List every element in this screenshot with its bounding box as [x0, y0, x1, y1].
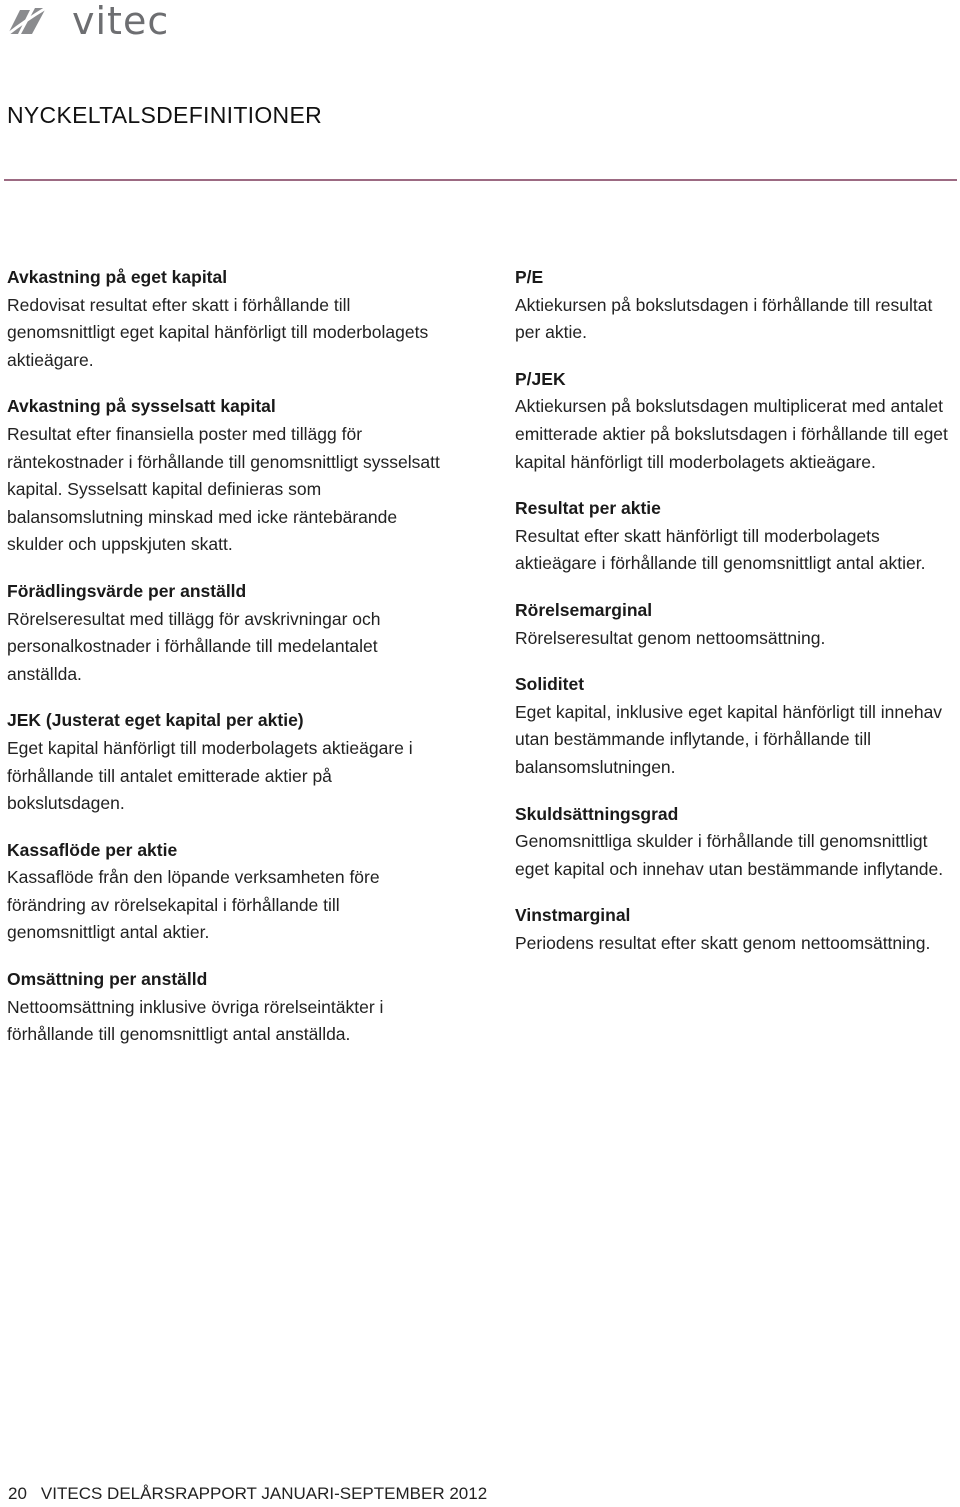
definition-term: Omsättning per anställd	[7, 969, 208, 990]
page-title: NYCKELTALSDEFINITIONER	[7, 102, 323, 128]
definition-item	[7, 837, 447, 947]
definition-item	[515, 264, 955, 347]
definition-term: P/E	[515, 267, 544, 287]
definition-term: Förädlingsvärde per anställd	[7, 580, 247, 601]
definition-term: Resultat per aktie	[515, 498, 661, 519]
definition-description: Aktiekursen på bokslutsdagen multiplicerat med antalet emitterade aktier på bokslutsdagen i förhållande till eget kapital hänförligt till moderbolagets aktieägare.	[515, 396, 948, 472]
definition-term: P/JEK	[515, 368, 566, 389]
definition-description: Genomsnittliga skulder i förhållande till genomsnittligt eget kapital och innehav utan bestämmande inflytande.	[515, 831, 944, 879]
svg-text:vitec: vitec	[72, 4, 170, 38]
vitec-logo-icon	[6, 4, 236, 38]
definition-item	[515, 495, 955, 578]
definition-description: Kassaflöde från den löpande verksamheten före förändring av rörelsekapital i förhållande till genomsnittligt antal aktier.	[7, 867, 380, 943]
definitions-right-column	[515, 264, 955, 976]
header-divider	[4, 179, 957, 181]
definition-term: JEK (Justerat eget kapital per aktie)	[7, 710, 304, 731]
definition-item	[7, 393, 447, 559]
definition-term: Kassaflöde per aktie	[7, 839, 178, 860]
definition-item	[7, 966, 447, 1049]
definition-item	[515, 902, 955, 957]
definition-description: Eget kapital hänförligt till moderbolagets aktieägare i förhållande till antalet emitterade aktier på bokslutsdagen.	[7, 737, 413, 814]
definition-description: Aktiekursen på bokslutsdagen i förhållande till resultat per aktie.	[515, 294, 933, 343]
page-number: 20	[8, 1484, 27, 1503]
definition-description: Resultat efter finansiella poster med tillägg för räntekostnader i förhållande till genomsnittligt sysselsatt kapital. Sysselsatt kapital definieras som balansomslutning minskad med icke räntebärande skulder och uppskjuten skatt.	[7, 423, 440, 555]
definition-item	[7, 707, 447, 817]
definition-description: Rörelseresultat genom nettoomsättning.	[515, 627, 826, 648]
definition-item	[515, 671, 955, 781]
definition-term: Rörelsemarginal	[515, 599, 653, 620]
definition-term: Avkastning på sysselsatt kapital	[7, 396, 276, 417]
definition-description: Redovisat resultat efter skatt i förhållande till genomsnittligt eget kapital hänförligt till moderbolagets aktieägare.	[7, 294, 429, 370]
page-footer	[8, 1484, 487, 1504]
definition-description: Eget kapital, inklusive eget kapital hänförligt till innehav utan bestämmande inflytande, i förhållande till balansomslutningen.	[515, 701, 943, 777]
definition-description: Periodens resultat efter skatt genom nettoomsättning.	[515, 932, 931, 953]
definition-term: Vinstmarginal	[515, 905, 631, 926]
definition-item	[515, 597, 955, 652]
definition-item	[515, 366, 955, 476]
definition-description: Rörelseresultat med tillägg för avskrivningar och personalkostnader i förhållande till medelantalet anställda.	[7, 608, 381, 684]
definitions-left-column	[7, 264, 447, 1068]
definition-description: Resultat efter skatt hänförligt till moderbolagets aktieägare i förhållande till genomsnittligt antal aktier.	[515, 525, 926, 574]
definition-term: Soliditet	[515, 674, 585, 695]
definition-item	[515, 801, 955, 884]
definition-description: Nettoomsättning inklusive övriga rörelseintäkter i förhållande till genomsnittligt antal anställda.	[7, 996, 384, 1045]
report-title: VITECS DELÅRSRAPPORT JANUARI-SEPTEMBER 2012	[40, 1484, 488, 1503]
definition-term: Avkastning på eget kapital	[7, 267, 228, 287]
definition-item	[7, 264, 447, 374]
definition-item	[7, 578, 447, 688]
definition-term: Skuldsättningsgrad	[515, 803, 679, 824]
vitec-logo	[6, 4, 236, 38]
